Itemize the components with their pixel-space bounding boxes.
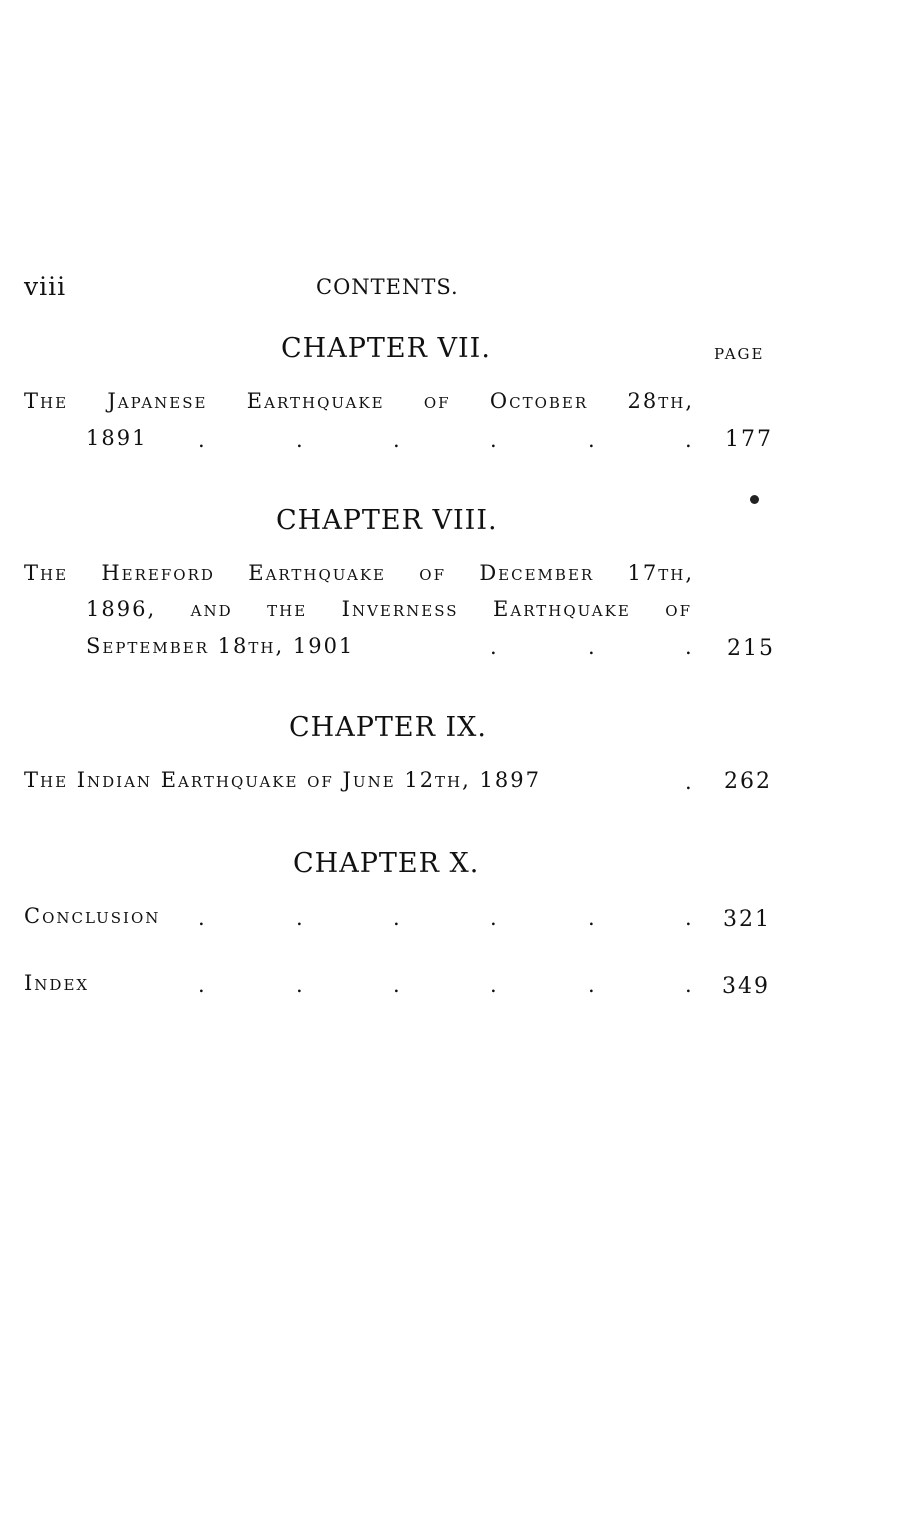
toc-entry-line: September 18th, 1901 — [86, 634, 355, 658]
toc-entry-line: The Hereford Earthquake of December 17th, — [24, 561, 694, 585]
ink-mark — [750, 495, 759, 504]
toc-entry-line: Index — [24, 971, 90, 995]
toc-entry-line: 1896, and the Inverness Earthquake of — [86, 597, 692, 621]
toc-entry-line: Conclusion — [24, 904, 161, 928]
running-title: CONTENTS. — [316, 275, 459, 299]
toc-entry-line: 1891 — [86, 426, 148, 450]
toc-page-ref: 262 — [724, 769, 772, 794]
toc-page-ref: 177 — [725, 427, 773, 452]
toc-page-ref: 349 — [722, 974, 770, 999]
chapter-heading: CHAPTER VIII. — [276, 505, 498, 536]
chapter-heading: CHAPTER VII. — [281, 333, 491, 364]
toc-entry-line: The Japanese Earthquake of October 28th, — [24, 389, 694, 413]
toc-page-ref: 321 — [723, 907, 771, 932]
chapter-heading: CHAPTER IX. — [289, 712, 487, 743]
page-column-label: PAGE — [714, 345, 765, 363]
chapter-heading: CHAPTER X. — [293, 848, 480, 879]
toc-page-ref: 215 — [727, 636, 775, 661]
page-number: viii — [24, 272, 67, 301]
toc-entry-line: The Indian Earthquake of June 12th, 1897 — [24, 768, 541, 792]
